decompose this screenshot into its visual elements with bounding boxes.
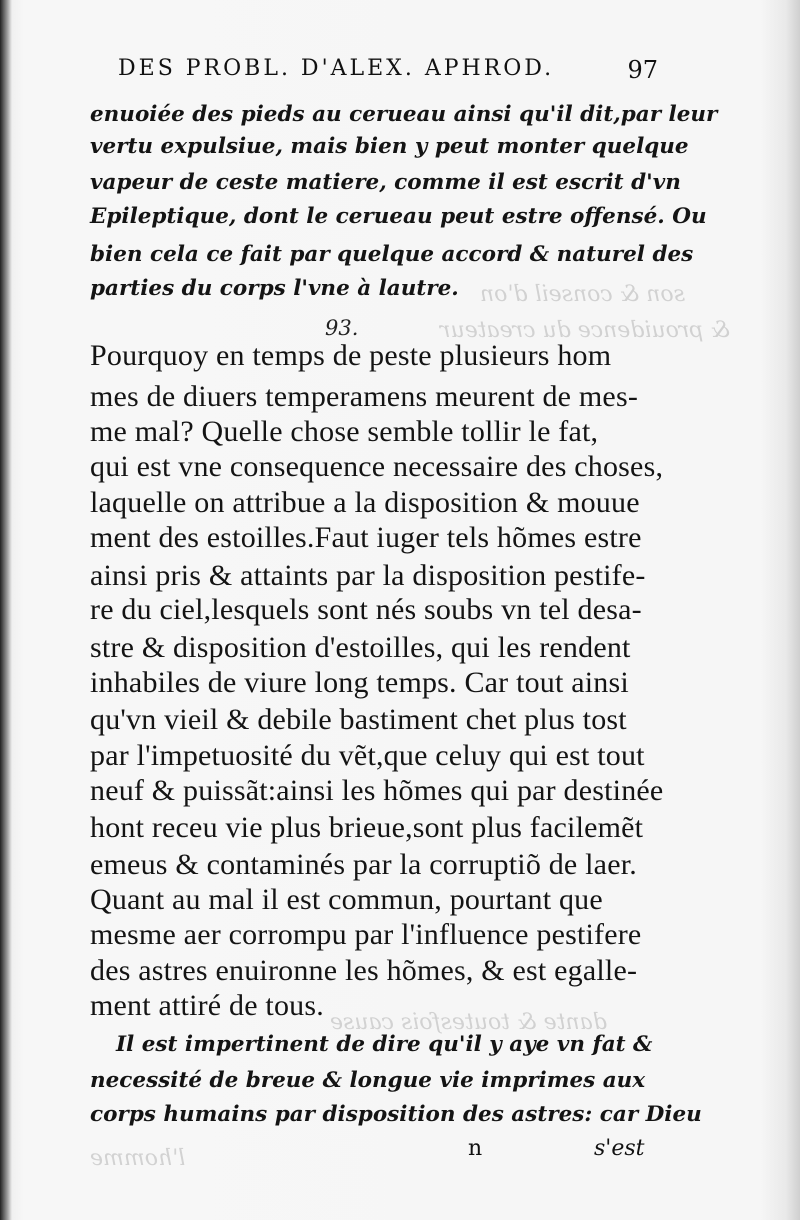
page-number: 97 [627,56,658,84]
text-line: ment des estoilles.Faut iuger tels hõmes estre [90,521,642,554]
text-line: inhabiles de viure long temps. Car tout ainsi [90,666,629,699]
text-line: ment attiré de tous. [90,989,324,1022]
section-number: 93. [325,316,359,340]
text-line: mesme aer corrompu par l'influence pestifere [90,918,642,951]
text-line: emeus & contaminés par la corruptiõ de laer. [90,848,637,881]
text-line: me mal? Quelle chose semble tollir le fat, [90,415,599,448]
text-line: corps humains par disposition des astres: car Dieu [90,1102,702,1127]
running-title: DES PROBL. D'ALEX. APHROD. [118,56,555,81]
text-line: bien cela ce fait par quelque accord & naturel des [90,242,694,267]
text-line: stre & disposition d'estoilles, qui les rendent [90,631,631,664]
text-line: parties du corps l'vne à lautre. [90,276,459,301]
text-line: laquelle on attribue a la disposition & mouue [90,486,640,519]
text-line: Pourquoy en temps de peste plusieurs hom [90,339,612,372]
text-line: enuoiée des pieds au cerueau ainsi qu'il dit,par leur [90,102,718,127]
text-line: mes de diuers temperamens meurent de mes- [90,380,639,413]
signature-mark: n [468,1136,483,1161]
text-line: qui est vne consequence necessaire des choses, [90,450,664,483]
catchword: s'est [594,1136,645,1161]
text-line: Quant au mal il est commun, pourtant que [90,883,603,916]
text-line: Epileptique, dont le cerueau peut estre offensé. Ou [90,204,707,229]
text-line: necessité de breue & longue vie imprimes aux [90,1068,646,1093]
show-through-text: & prouidence du createur [440,318,730,343]
text-line: qu'vn vieil & debile bastiment chet plus tost [90,703,627,736]
text-line: des astres enuironne les hõmes, & est egalle- [90,954,638,987]
text-line: vertu expulsiue, mais bien y peut monter quelque [90,134,689,159]
text-line: re du ciel,lesquels sont nés soubs vn tel desa- [90,593,642,626]
text-line: Il est impertinent de dire qu'il y aye vn fat & [116,1032,653,1057]
binding-shadow [0,0,12,1220]
text-line: par l'impetuosité du vẽt,que celuy qui est tout [90,739,645,772]
text-line: neuf & puissãt:ainsi les hõmes qui par destinée [90,774,664,807]
running-header [118,56,658,90]
show-through-text: l'homme [90,1146,186,1171]
text-line: hont receu vie plus brieue,sont plus facilemẽt [90,811,644,844]
show-through-text: son & conseil d'on [480,282,685,307]
text-line: vapeur de ceste matiere, comme il est escrit d'vn [90,170,681,195]
text-line: ainsi pris & attaints par la disposition pestife- [90,559,646,592]
show-through-text: dante & toutesfois cause [330,1010,607,1035]
